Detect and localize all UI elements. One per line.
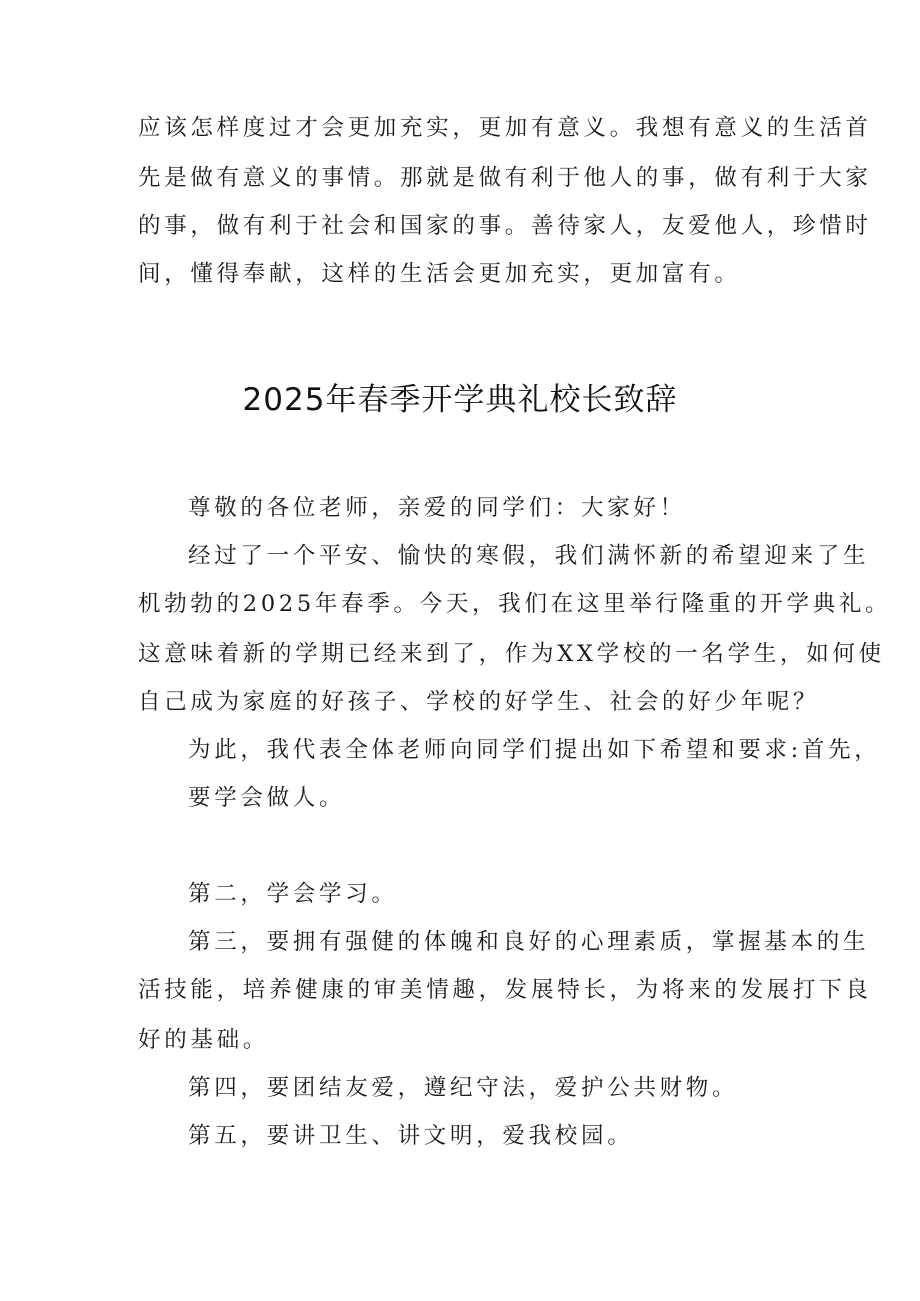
opening-line-2: 机勃勃的2025年春季。今天，我们在这里举行隆重的开学典礼。 — [138, 591, 892, 617]
intro-line-3: 的事，做有利于社会和国家的事。善待家人，友爱他人，珍惜时 — [138, 213, 872, 239]
point-fourth: 第四，要团结友爱，遵纪守法，爱护公共财物。 — [188, 1075, 739, 1101]
greeting-line: 尊敬的各位老师，亲爱的同学们：大家好！ — [188, 495, 686, 521]
point-fifth: 第五，要讲卫生、讲文明，爱我校园。 — [188, 1123, 634, 1149]
point-third-line-3: 好的基础。 — [138, 1027, 270, 1053]
intro-line-2: 先是做有意义的事情。那就是做有利于他人的事，做有利于大家 — [138, 165, 872, 191]
point-third-line-1: 第三，要拥有强健的体魄和良好的心理素质，掌握基本的生 — [188, 929, 870, 955]
point-second: 第二，学会学习。 — [188, 881, 398, 907]
point-third-line-2: 活技能，培养健康的审美情趣，发展特长，为将来的发展打下良 — [138, 977, 872, 1003]
opening-line-3: 这意味着新的学期已经来到了，作为XX学校的一名学生，如何使 — [138, 641, 885, 667]
hopes-intro-line-1: 为此，我代表全体老师向同学们提出如下希望和要求:首先， — [188, 737, 881, 763]
intro-line-4: 间，懂得奉献，这样的生活会更加充实，更加富有。 — [138, 261, 741, 287]
hopes-intro-line-2: 要学会做人。 — [188, 785, 346, 811]
page-title: 2025年春季开学典礼校长致辞 — [242, 382, 678, 418]
opening-line-1: 经过了一个平安、愉快的寒假，我们满怀新的希望迎来了生 — [188, 543, 870, 569]
intro-line-1: 应该怎样度过才会更加充实，更加有意义。我想有意义的生活首 — [138, 115, 872, 141]
opening-line-4: 自己成为家庭的好孩子、学校的好学生、社会的好少年呢？ — [138, 689, 820, 715]
